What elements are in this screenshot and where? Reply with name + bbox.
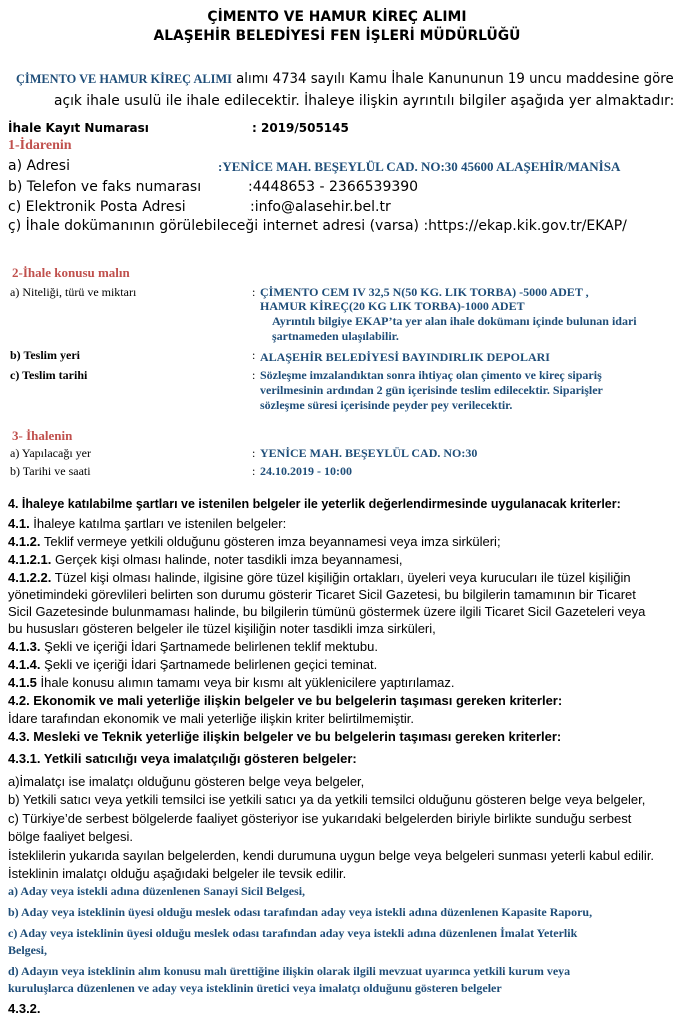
s431-item-c-line2: bölge faaliyet belgesi. [8,829,134,844]
s431-blue-c-line1: c) Aday veya isteklinin üyesi olduğu meslek odası tarafından aday veya istekli adına düzenlenen İmalat Yeterlik [8,926,578,940]
section2-b-label: b) Teslim yeri [10,348,81,362]
intro-subject: ÇİMENTO VE HAMUR KİREÇ ALIMI [16,71,232,86]
s415-number: 4.1.5 [8,675,37,690]
section3-b-colon: : [252,464,256,478]
section2-c-value-line1: Sözleşme imzalandıktan sonra ihtiyaç olan çimento ve kireç sipariş [260,368,602,382]
s431-note1: İsteklilerin yukarıda sayılan belgelerden, kendi durumuna uygun belge veya belgeleri sunması yeterli kabul edilir. [8,848,655,863]
s432-heading: 4.3.2. [8,1001,41,1016]
s431-blue-c-line2: Belgesi, [8,943,47,957]
registration-value: : 2019/505145 [252,121,349,135]
s4121-line [8,551,403,569]
s42-heading: 4.2. Ekonomik ve mali yeterliğe ilişkin belgeler ve bu belgelerin taşıması gereken kriterler: [8,693,563,708]
s4122-line3: Sicil Gazetesinde bulunmaması halinde, bu bilgilerin tümünü göstermek üzere ilgili Ticaret Sicil Gazeteleri veya [8,604,646,619]
document-title-line1: ÇİMENTO VE HAMUR KİREÇ ALIMI [207,9,467,25]
section4-heading: 4. İhaleye katılabilme şartları ve istenilen belgeler ile yeterlik değerlendirmesinde uygulanacak kriterler: [8,497,621,511]
document-title-line2: ALAŞEHİR BELEDİYESİ FEN İŞLERİ MÜDÜRLÜĞÜ [153,28,521,44]
section2-heading: 2-İhale konusu malın [12,265,130,280]
section3-b-label: b) Tarihi ve saati [10,464,91,478]
s431-item-a: a)İmalatçı ise imalatçı olduğunu gösteren belge veya belgeler, [8,774,365,789]
s4122-line1 [8,569,631,587]
section2-b-value: ALAŞEHİR BELEDİYESİ BAYINDIRLIK DEPOLARI [260,350,550,364]
s415-text: İhale konusu alımın tamamı veya bir kısmı alt yüklenicilere yaptırılamaz. [36,675,455,690]
s414-text: Şekli ve içeriği İdari Şartnamede belirlenen geçici teminat. [40,657,378,672]
section1-heading: 1-İdarenin [8,138,72,153]
s41-text: İhaleye katılma şartları ve istenilen belgeler: [29,516,287,531]
s431-item-c-line1: c) Türkiye’de serbest bölgelerde faaliyet gösteriyor ise yukarıdaki belgelerden biriyle birlikte sunduğu serbest [8,811,632,826]
section3-a-label: a) Yapılacağı yer [10,446,91,460]
s431-item-b: b) Yetkili satıcı veya yetkili temsilci ise yetkili satıcı ya da yetkili temsilci olduğunu gösteren belge veya belgeler, [8,792,646,807]
section3-a-colon: : [252,446,256,460]
section3-b-value: 24.10.2019 - 10:00 [260,464,352,478]
s431-blue-d-line1: d) Adayın veya isteklinin alım konusu malı ürettiğine ilişkin olarak ilgili mevzuat uyarınca yetkili kurum veya [8,964,571,978]
s4122-number: 4.1.2.2. [8,570,52,585]
section2-c-value-line3: sözleşme süresi içerisinde peyder pey verilecektir. [260,398,513,412]
section2-b-colon: : [252,348,256,362]
s4122-line4: bu hususları gösteren belgeler ile tüzel kişiliğin noter tasdikli imza sirküleri, [8,621,436,636]
section1-address-label: a) Adresi [8,158,70,174]
s4121-number: 4.1.2.1. [8,552,52,567]
s413-line [8,638,378,656]
section1-ekap-row: ç) İhale dokümanının görülebileceği internet adresi (varsa) :https://ekap.kik.gov.tr/EKAP/ [8,218,627,234]
s412-line [8,533,501,551]
s415-line [8,674,455,692]
s43-heading: 4.3. Mesleki ve Teknik yeterliğe ilişkin belgeler ve bu belgelerin taşıması gereken kriterler: [8,729,562,744]
intro-line1-text: alımı 4734 sayılı Kamu İhale Kanununun 19 uncu maddesine göre [231,71,674,87]
registration-label: İhale Kayıt Numarası [8,121,149,135]
s413-number: 4.1.3. [8,639,41,654]
section1-email-label: c) Elektronik Posta Adresi [8,199,186,215]
section2-a-value-line1: ÇİMENTO CEM IV 32,5 N(50 KG. LIK TORBA) -5000 ADET , [260,285,589,299]
s412-number: 4.1.2. [8,534,41,549]
s41-line [8,515,286,533]
s431-heading: 4.3.1. Yetkili satıcılığı veya imalatçılığı gösteren belgeler: [8,751,357,766]
section1-phone-value: :4448653 - 2366539390 [248,179,419,195]
s431-note2: İsteklinin imalatçı olduğu aşağıdaki belgeler ile tevsik edilir. [8,866,347,881]
s4121-text: Gerçek kişi olması halinde, noter tasdikli imza beyannamesi, [51,552,403,567]
intro-line2: açık ihale usulü ile ihale edilecektir. İhaleye ilişkin ayrıntılı bilgiler aşağıda yer almaktadır: [54,93,675,109]
s431-blue-d-line2: kuruluşlarca düzenlenen ve aday veya isteklinin üretici veya imalatçı olduğunu gösteren belgeler [8,981,502,995]
s42-text: İdare tarafından ekonomik ve mali yeterliğe ilişkin kriter belirtilmemiştir. [8,711,415,726]
section2-a-note-line2: şartnameden ulaşılabilir. [272,329,399,343]
intro-line1 [16,71,674,88]
section2-a-colon: : [252,285,256,299]
s41-number: 4.1. [8,516,30,531]
section1-address-value: :YENİCE MAH. BEŞEYLÜL CAD. NO:30 45600 ALAŞEHİR/MANİSA [218,159,621,174]
s414-number: 4.1.4. [8,657,41,672]
section3-heading: 3- İhalenin [12,428,73,443]
section2-a-label: a) Niteliği, türü ve miktarı [10,285,137,299]
section2-a-note-line1: Ayrıntılı bilgiye EKAP’ta yer alan ihale dokümanı içinde bulunan idari [272,314,637,328]
section2-a-value-line2: HAMUR KİREÇ(20 KG LIK TORBA)-1000 ADET [260,299,525,313]
section2-c-value-line2: verilmesinin ardından 2 gün içerisinde teslim edilecektir. Siparişler [260,383,603,397]
section1-phone-label: b) Telefon ve faks numarası [8,179,202,195]
section3-a-value: YENİCE MAH. BEŞEYLÜL CAD. NO:30 [260,446,478,460]
s414-line [8,656,377,674]
s4122-line2: yönetimindeki görevlileri belirten son durumu gösterir Ticaret Sicil Gazetesi, bu bilgilerin tamamının bir Ticaret [8,587,636,602]
section2-c-colon: : [252,368,256,382]
section1-email-value: :info@alasehir.bel.tr [250,199,391,215]
s4122-text-line1: Tüzel kişi olması halinde, ilgisine göre tüzel kişiliğin ortakları, üyeleri veya kurucuları ile tüzel kişiliğin [51,570,631,585]
s412-text: Teklif vermeye yetkili olduğunu gösteren imza beyannamesi veya imza sirküleri; [40,534,501,549]
section2-c-label: c) Teslim tarihi [10,368,88,382]
s431-blue-b: b) Aday veya isteklinin üyesi olduğu meslek odası tarafından aday veya istekli adına düzenlenen Kapasite Raporu, [8,905,593,919]
s413-text: Şekli ve içeriği İdari Şartnamede belirlenen teklif mektubu. [40,639,378,654]
s431-blue-a: a) Aday veya istekli adına düzenlenen Sanayi Sicil Belgesi, [8,884,306,898]
